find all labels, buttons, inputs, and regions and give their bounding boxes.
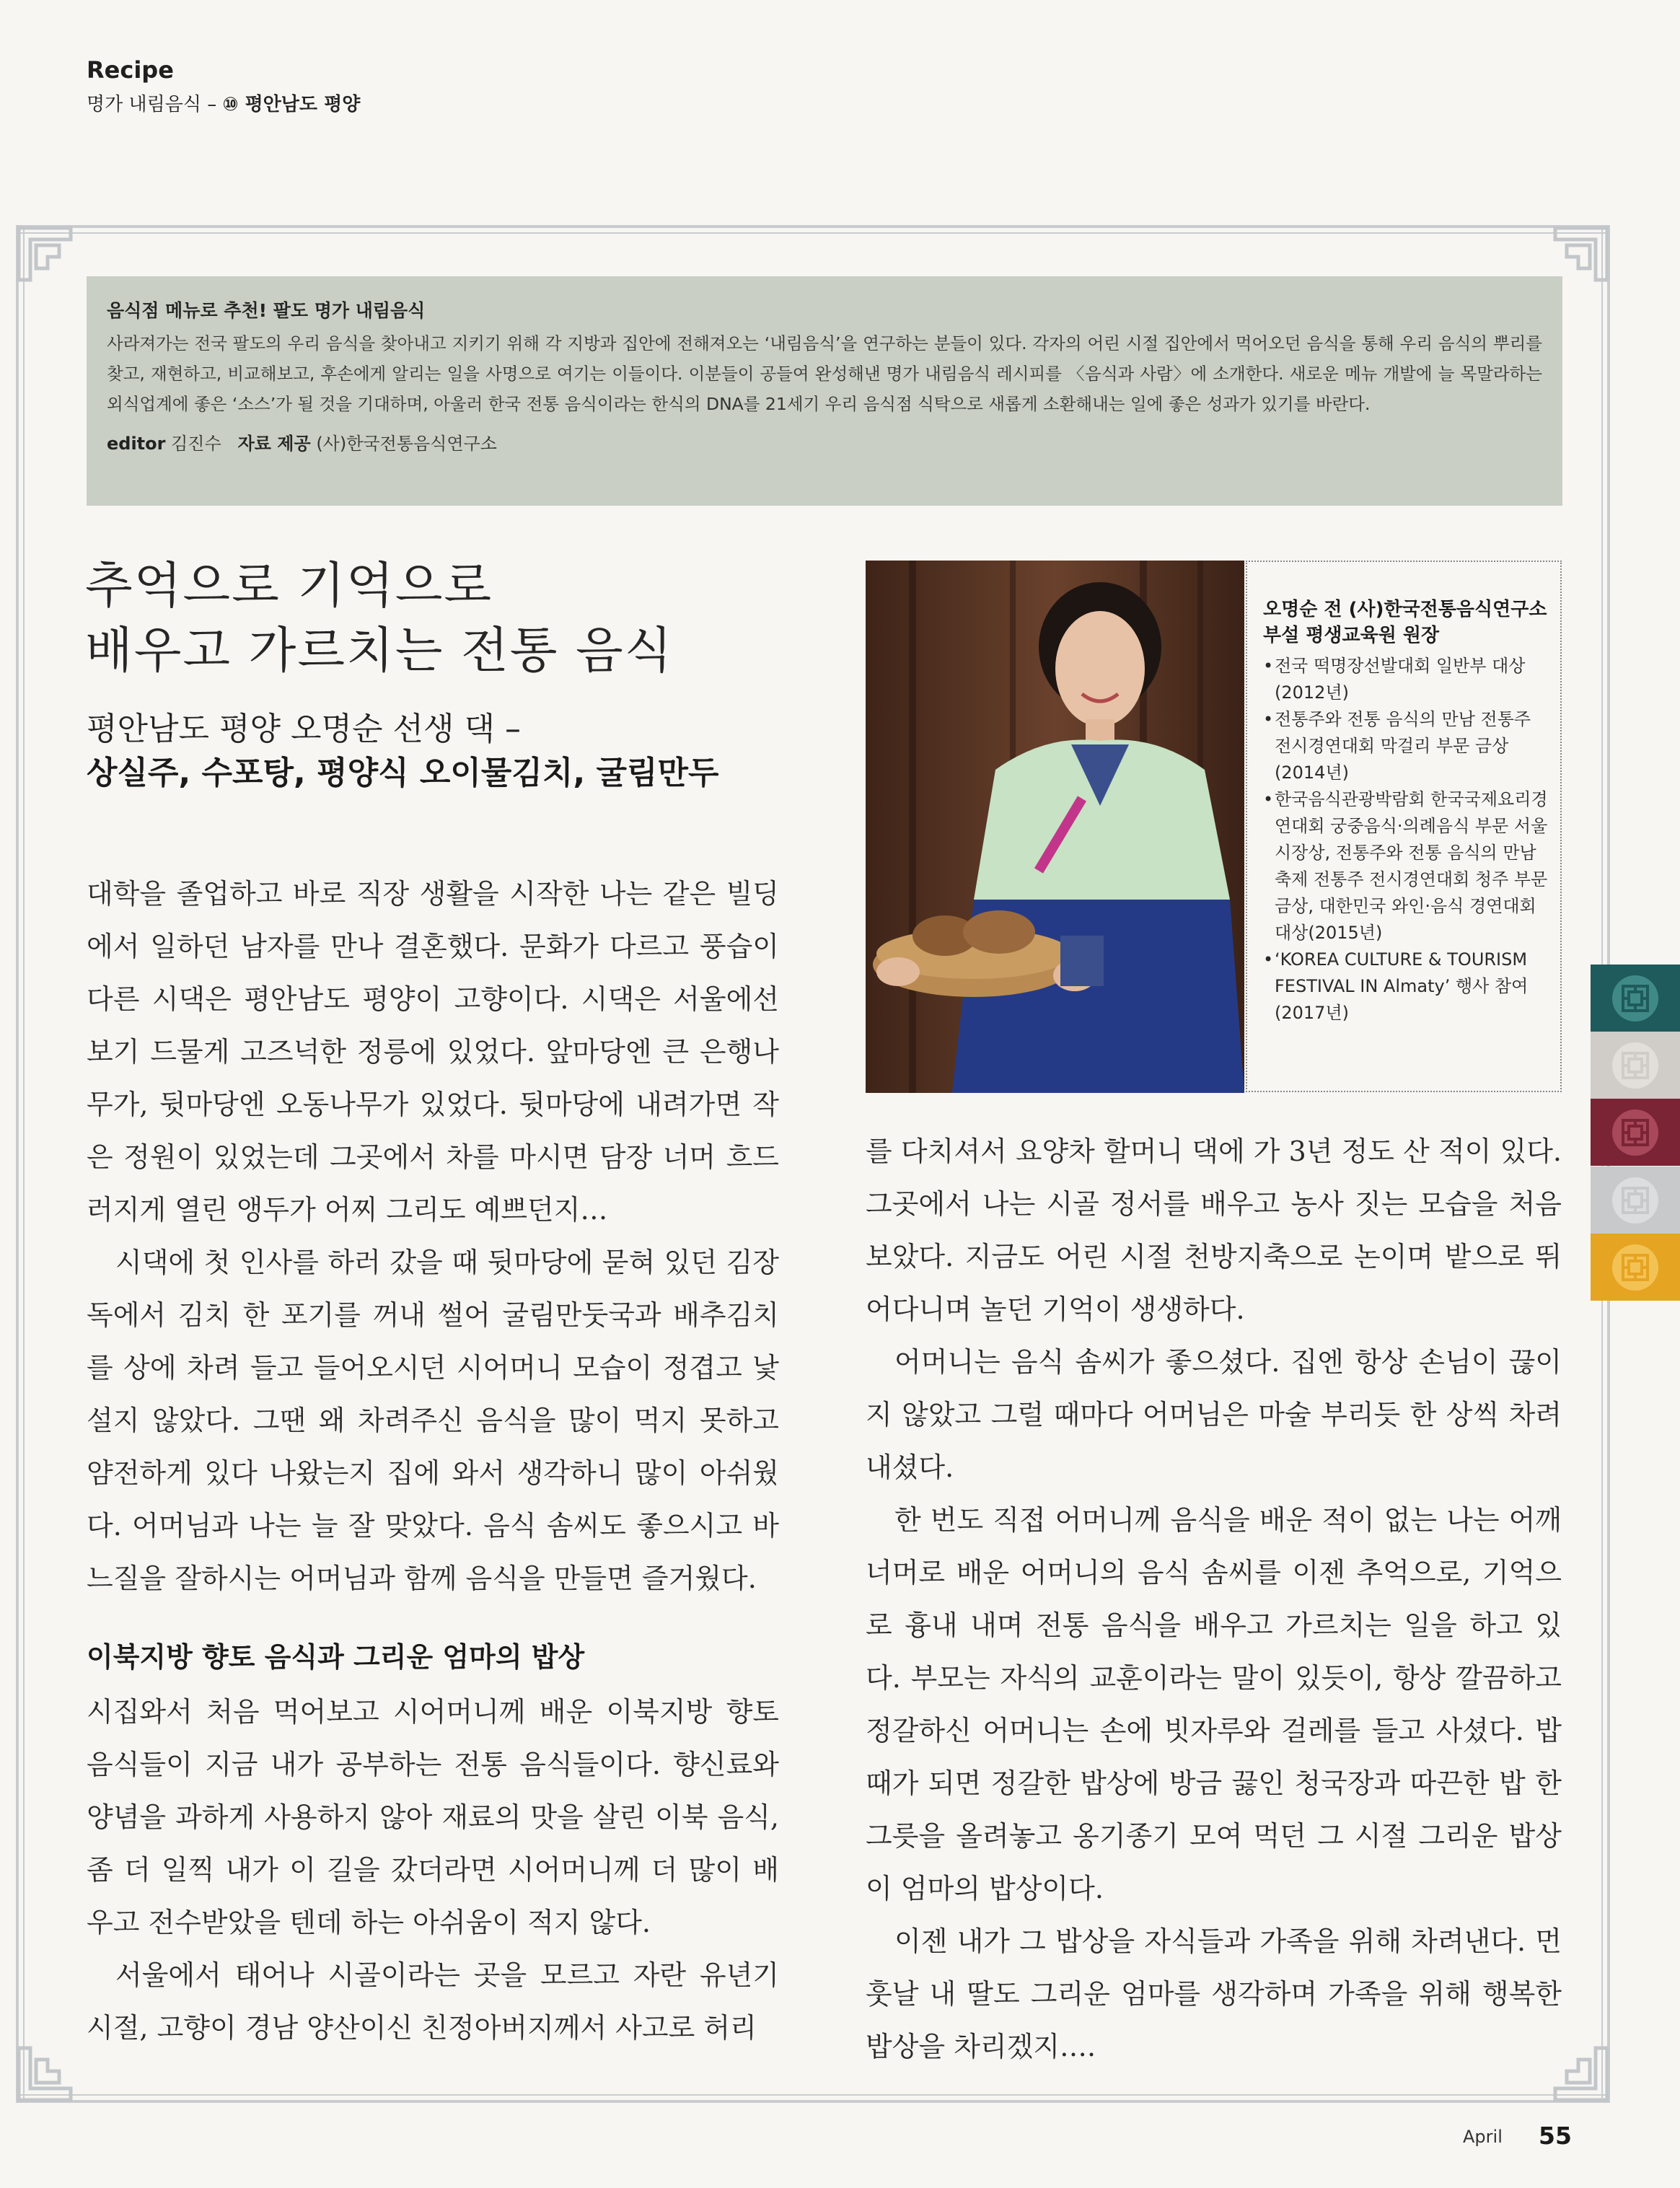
section-heading: 이북지방 향토 음식과 그리운 엄마의 밥상 xyxy=(87,1641,585,1673)
body-column-right xyxy=(866,1125,1562,2073)
paragraph: 이젠 내가 그 밥상을 자식들과 가족을 위해 차려낸다. 먼 훗날 내 딸도 그리운 엄마를 생각하며 가족을 위해 행복한 밥상을 차리겠지…. xyxy=(866,1925,1562,2062)
paragraph: 시집와서 처음 먹어보고 시어머니께 배운 이북지방 향토 음식들이 지금 내가 공부하는 전통 음식들이다. 향신료와 양념을 과하게 사용하지 않아 재료의 맛을 살린 이북 음식, 좀 더 일찍 내가 이 길을 갔더라면 시어머니께 더 많이 배우고 전수받았을 텐데 하는 아쉬움이 적지 않다. xyxy=(87,1696,779,1938)
paragraph: 시댁에 첫 인사를 하러 갔을 때 뒷마당에 묻혀 있던 김장독에서 김치 한 포기를 꺼내 썰어 굴림만둣국과 배추김치를 상에 차려 들고 들어오시던 시어머니 모습이 정겹고 낯설지 않았다. 그땐 왜 차려주신 음식을 많이 먹지 못하고 얌전하게 있다 나왔는지 집에 와서 생각하니 많이 아쉬웠다. 어머님과 나는 늘 잘 맞았다. 음식 솜씨도 좋으시고 바느질을 잘하시는 어머님과 함께 음식을 만들면 즐거웠다. xyxy=(87,1247,779,1594)
bio-item: • 전통주와 전통 음식의 만남 전통주 전시경연대회 막걸리 부문 금상(2014년) xyxy=(1263,706,1550,786)
intro-box xyxy=(87,276,1562,506)
bio-name: 오명순 전 (사)한국전통음식연구소 부설 평생교육원 원장 xyxy=(1263,599,1547,646)
lattice-emblem-icon xyxy=(1610,973,1661,1024)
editor-label: editor xyxy=(107,434,166,454)
portrait-photo xyxy=(866,561,1244,1093)
paragraph: 대학을 졸업하고 바로 직장 생활을 시작한 나는 같은 빌딩에서 일하던 남자를 만나 결혼했다. 문화가 다르고 풍습이 다른 시댁은 평안남도 평양이 고향이다. 시댁은 서울에선 보기 드물게 고즈넉한 정릉에 있었다. 앞마당엔 큰 은행나무가, 뒷마당엔 오동나무가 있었다. 뒷마당에 내려가면 작은 정원이 있었는데 그곳에서 차를 마시면 담장 너머 흐드러지게 열린 앵두가 어찌 그리도 예쁘던지… xyxy=(87,878,779,1226)
section-tab xyxy=(1591,1234,1680,1301)
lattice-emblem-icon xyxy=(1610,1107,1661,1158)
series-number: ⑩ xyxy=(222,94,239,115)
editor-name: 김진수 xyxy=(171,434,221,454)
lattice-emblem-icon xyxy=(1610,1175,1661,1226)
lattice-emblem-icon xyxy=(1610,1242,1661,1293)
body-column-left-lower xyxy=(87,1686,779,2055)
page-number: 55 xyxy=(1539,2122,1572,2150)
lattice-emblem-icon xyxy=(1610,1040,1661,1091)
paragraph: 를 다치셔서 요양차 할머니 댁에 가 3년 정도 산 적이 있다. 그곳에서 나는 시골 정서를 배우고 농사 짓는 모습을 처음 보았다. 지금도 어린 시절 천방지축으로 논이며 밭으로 뛰어다니며 놀던 기억이 생생하다. xyxy=(866,1135,1562,1325)
frame-corner-ornament xyxy=(1552,225,1610,283)
bio-item: • 한국음식관광박람회 한국국제요리경연대회 궁중음식·의례음식 부문 서울시장상, 전통주와 전통 음식의 만남축제 전통주 전시경연대회 청주 부문 금상, 대한민국 와인·음식 경연대회 대상(2015년) xyxy=(1263,786,1550,946)
intro-body: 사라져가는 전국 팔도의 우리 음식을 찾아내고 지키기 위해 각 지방과 집안에 전해져오는 ‘내림음식’을 연구하는 분들이 있다. 각자의 어린 시절 집안에서 먹어오던 음식을 통해 우리 음식의 뿌리를 찾고, 재현하고, 비교해보고, 후손에게 알리는 일을 사명으로 여기는 이들이다. 이분들이 공들여 완성해낸 명가 내림음식 레시피를 〈음식과 사람〉에 소개한다. 새로운 메뉴 개발에 늘 목말라하는 외식업계에 좋은 ‘소스’가 될 것을 기대하며, 아울러 한국 전통 음식이라는 한식의 DNA를 21세기 우리 음식점 식탁으로 새롭게 소환해내는 일에 좋은 성과가 있기를 바란다. xyxy=(107,333,1542,414)
paragraph: 한 번도 직접 어머니께 음식을 배운 적이 없는 나는 어깨너머로 배운 어머니의 음식 솜씨를 이젠 추억으로, 기억으로 흉내 내며 전통 음식을 배우고 가르치는 일을 하고 있다. 부모는 자식의 교훈이라는 말이 있듯이, 항상 깔끔하고 정갈하신 어머니는 손에 빗자루와 걸레를 들고 사셨다. 밥때가 되면 정갈한 밥상에 방금 끓인 청국장과 따끈한 밥 한 그릇을 올려놓고 옹기종기 모여 먹던 그 시절 그리운 밥상이 엄마의 밥상이다. xyxy=(866,1504,1562,1904)
paragraph: 서울에서 태어나 시골이라는 곳을 모르고 자란 유년기 시절, 고향이 경남 양산이신 친정아버지께서 사고로 허리 xyxy=(87,1959,779,2044)
section-tab xyxy=(1591,965,1680,1032)
section-tab xyxy=(1591,1032,1680,1099)
body-column-left xyxy=(87,868,779,1605)
series-label xyxy=(87,89,360,116)
section-tab xyxy=(1591,1099,1680,1166)
article-title-line1: 추억으로 기억으로 xyxy=(85,558,493,615)
frame-corner-ornament xyxy=(16,2045,74,2103)
source-label: 자료 제공 xyxy=(237,434,311,454)
footer-month: April xyxy=(1463,2127,1503,2147)
frame-corner-ornament xyxy=(16,225,74,283)
article-title-line2: 배우고 가르치는 전통 음식 xyxy=(85,623,674,680)
paragraph: 어머니는 음식 솜씨가 좋으셨다. 집엔 항상 손님이 끊이지 않았고 그럴 때마다 어머님은 마술 부리듯 한 상씩 차려내셨다. xyxy=(866,1346,1562,1483)
intro-title: 음식점 메뉴로 추천! 팔도 명가 내림음식 xyxy=(107,300,426,321)
article-title xyxy=(85,554,673,684)
section-label: Recipe xyxy=(87,56,174,84)
section-tab xyxy=(1591,1167,1680,1234)
bio-list xyxy=(1263,653,1550,1027)
intro-credit xyxy=(107,429,1542,454)
bio-item: • 전국 떡명장선발대회 일반부 대상(2012년) xyxy=(1263,653,1550,706)
author-bio xyxy=(1246,561,1562,1092)
article-dish-list: 상실주, 수포탕, 평양식 오이물김치, 굴림만두 xyxy=(87,755,719,791)
bio-item: • ‘KOREA CULTURE & TOURISM FESTIVAL IN Almaty’ 행사 참여(2017년) xyxy=(1263,946,1550,1027)
series-region: 평안남도 평양 xyxy=(238,94,361,115)
source-name: (사)한국전통음식연구소 xyxy=(316,434,497,454)
article-subtitle: 평안남도 평양 오명순 선생 댁 – xyxy=(87,711,521,747)
series-prefix: 명가 내림음식 – xyxy=(87,94,223,115)
